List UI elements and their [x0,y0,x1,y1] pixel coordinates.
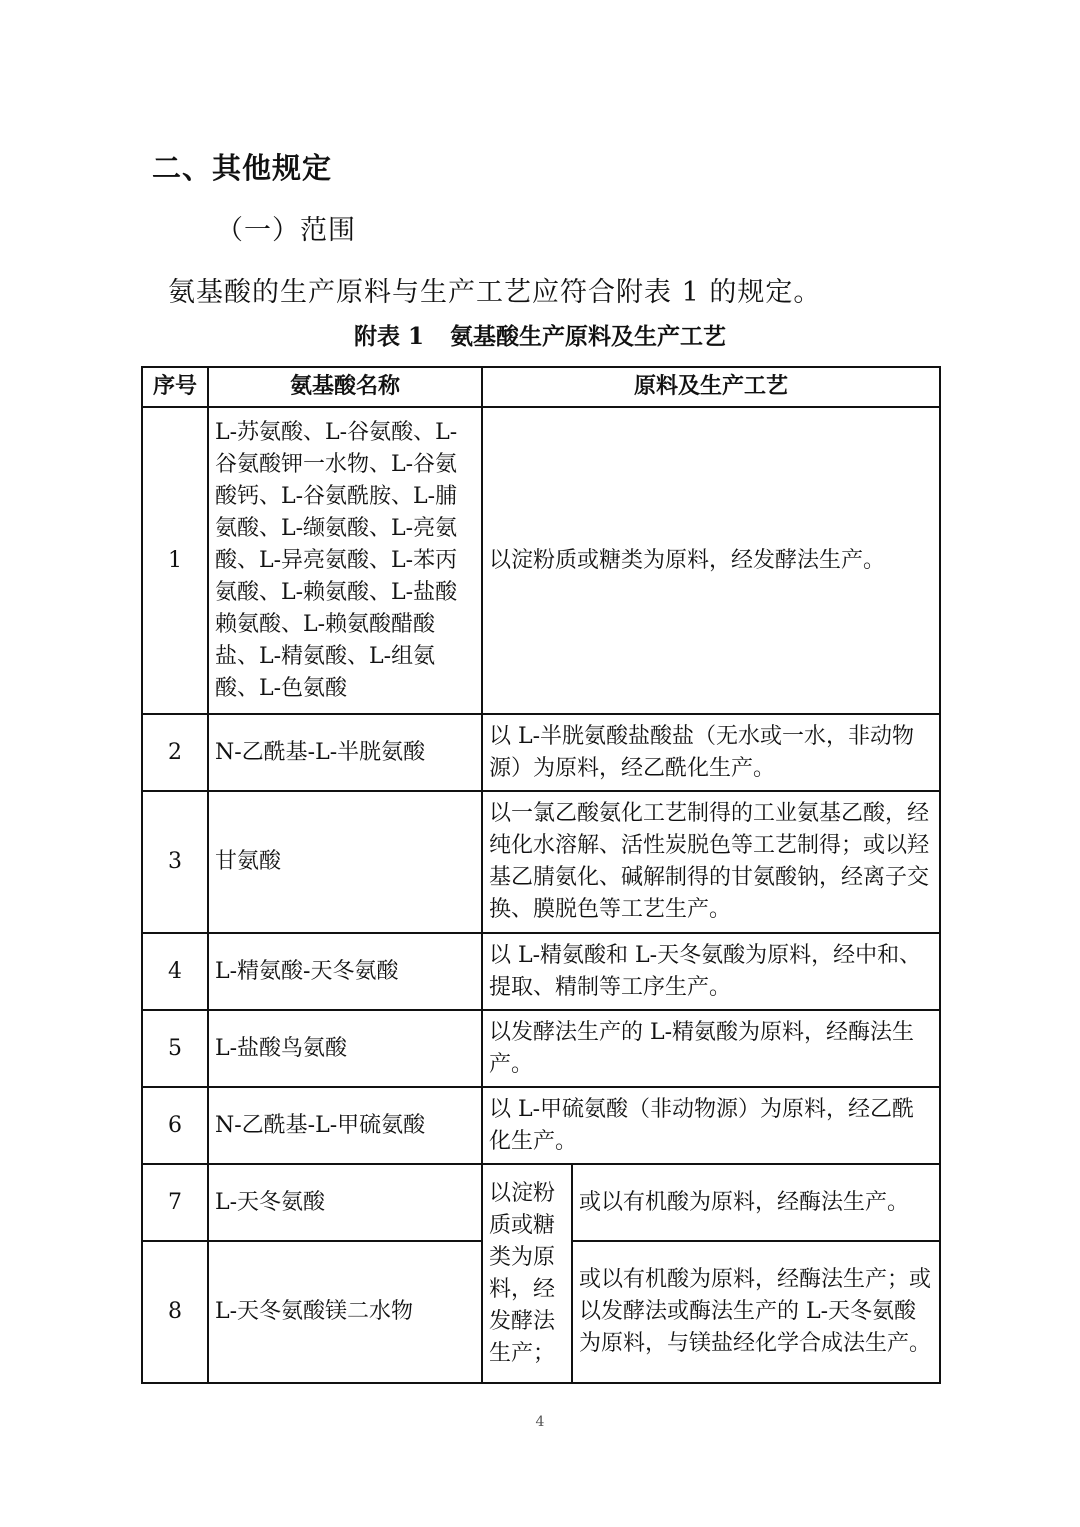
row-process: 以一氯乙酸氨化工艺制得的工业氨基乙酸，经纯化水溶解、活性炭脱色等工艺制得；或以羟基乙腈氨化、碱解制得的甘氨酸钠，经离子交换、膜脱色等工艺生产。 [482,791,940,933]
row-process: 以发酵法生产的 L-精氨酸为原料，经酶法生产。 [482,1010,940,1087]
table-header-row [142,367,940,407]
row-name: L-精氨酸-天冬氨酸 [208,933,482,1010]
row-name: L-天冬氨酸 [208,1164,482,1241]
header-process: 原料及生产工艺 [482,367,940,407]
table-caption-title: 氨基酸生产原料及生产工艺 [450,323,726,350]
table-row [142,933,940,1010]
row-seq: 2 [142,714,208,791]
row-name: L-天冬氨酸镁二水物 [208,1241,482,1383]
page-number: 4 [535,1414,545,1430]
row-process: 或以有机酸为原料，经酶法生产；或以发酵法或酶法生产的 L-天冬氨酸为原料，与镁盐经化学合成法生产。 [572,1241,940,1383]
table-row [142,1010,940,1087]
header-seq: 序号 [142,367,208,407]
row-name: L-盐酸鸟氨酸 [208,1010,482,1087]
table-row [142,407,940,714]
row-seq: 4 [142,933,208,1010]
table-row [142,791,940,933]
row-seq: 8 [142,1241,208,1383]
row-name: L-苏氨酸、L-谷氨酸、L-谷氨酸钾一水物、L-谷氨酸钙、L-谷氨酰胺、L-脯氨酸、L-缬氨酸、L-亮氨酸、L-异亮氨酸、L-苯丙氨酸、L-赖氨酸、L-盐酸赖氨酸、L-赖氨酸醋酸盐、L-精氨酸、L-组氨酸、L-色氨酸 [208,407,482,714]
table-row [142,1164,940,1241]
amino-acid-table [141,366,941,1384]
row-process: 以 L-甲硫氨酸（非动物源）为原料，经乙酰化生产。 [482,1087,940,1164]
table-caption-number: 附表 1 [353,323,424,350]
section-heading: 二、其他规定 [152,151,333,185]
shared-process-cell: 以淀粉质或糖类为原料，经发酵法生产； [482,1164,572,1383]
row-seq: 6 [142,1087,208,1164]
row-seq: 1 [142,407,208,714]
table-row [142,714,940,791]
row-name: 甘氨酸 [208,791,482,933]
subsection-heading: （一）范围 [216,215,356,246]
table-caption [0,318,1080,351]
row-seq: 7 [142,1164,208,1241]
row-name: N-乙酰基-L-半胱氨酸 [208,714,482,791]
header-name: 氨基酸名称 [208,367,482,407]
table-row [142,1087,940,1164]
row-seq: 3 [142,791,208,933]
row-name: N-乙酰基-L-甲硫氨酸 [208,1087,482,1164]
row-process: 以 L-半胱氨酸盐酸盐（无水或一水，非动物源）为原料，经乙酰化生产。 [482,714,940,791]
scope-paragraph: 氨基酸的生产原料与生产工艺应符合附表 1 的规定。 [168,277,822,308]
row-seq: 5 [142,1010,208,1087]
row-process: 以淀粉质或糖类为原料，经发酵法生产。 [482,407,940,714]
row-process: 以 L-精氨酸和 L-天冬氨酸为原料，经中和、提取、精制等工序生产。 [482,933,940,1010]
row-process: 或以有机酸为原料，经酶法生产。 [572,1164,940,1241]
